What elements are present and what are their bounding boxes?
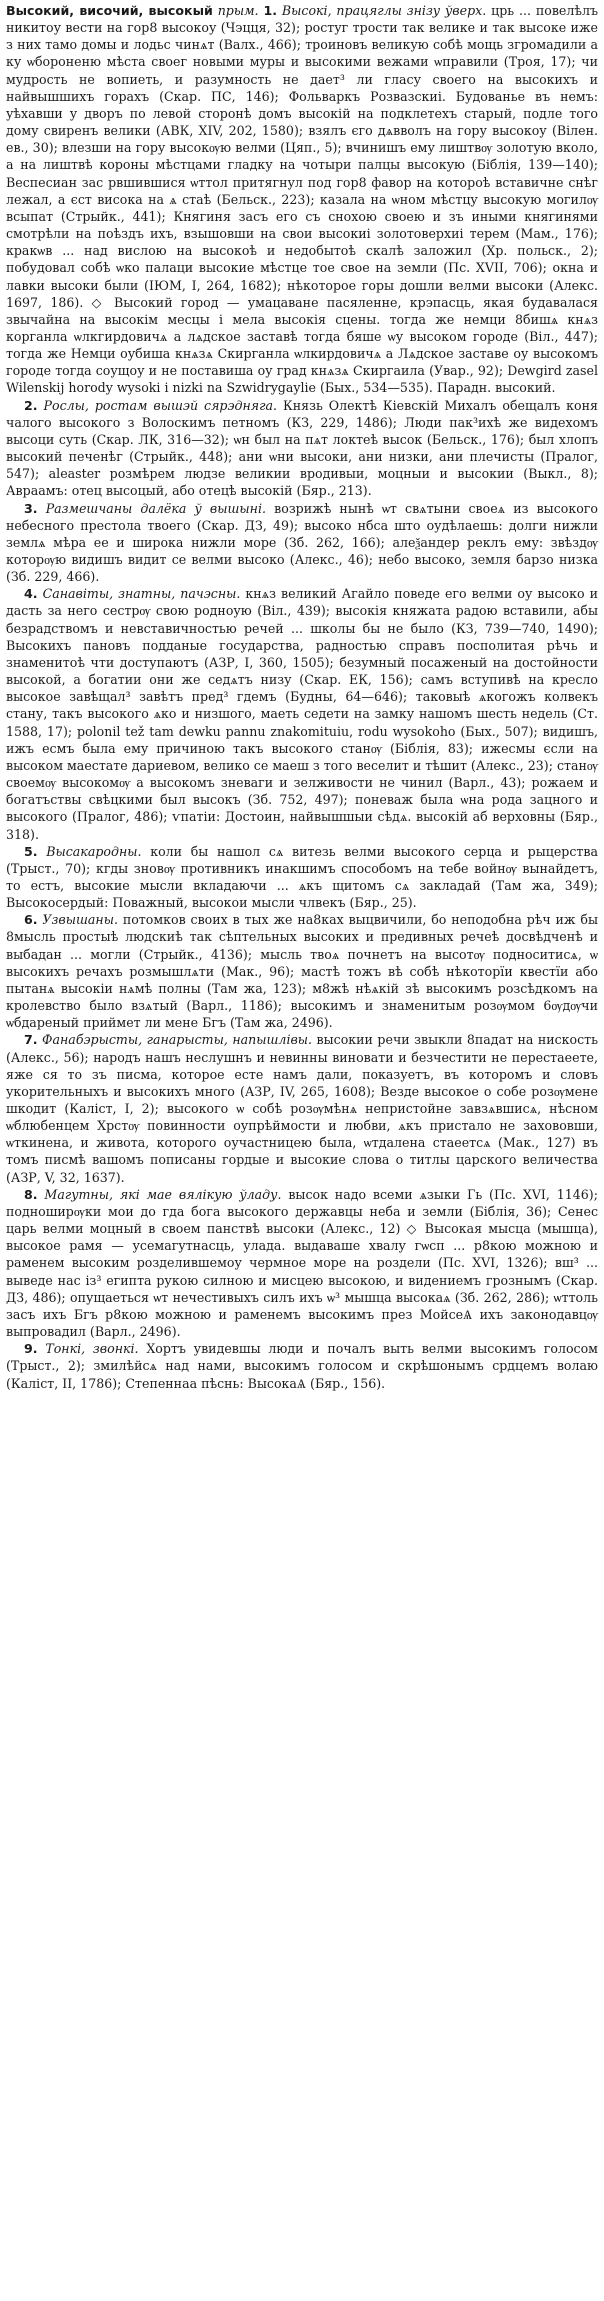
sense-citations: высок надо всеми ѧзыки Гь (Пс. XVI, 1146); подноширѹки мои до гда бога высокого державцы неба и земли (Біблія, 36); Сенес царь велми моцный в своем панствѣ высоки (Алекс., 12) ◇ Высокая мысца (мышца), высокое рамя — усемагутнасць, улада. выдаваше хвалу гѡсп ... р8кою можною и раменем высоким розделившемоу чермное море на роздели (Пс. XVI, 1326); вш³ ... выведе нас із³ египта рукою силною и мисцею высокою, и видениемъ грознымъ (Скар. ДЗ, 486); опущаеться ѡт нечестивыхъ силъ ихъ ѡ³ мышца высокаѧ (Зб. 262, 286); ѡттоль засъ ихъ Бгъ р8кою можною и раменемъ высокимъ през МойсеѦ ихъ законодавцѹ выпровадил (Варл., 2496). — [6, 1186, 598, 1340]
sense-number: 1. — [263, 3, 277, 18]
entry-paragraph-9 — [6, 1340, 598, 1391]
sense-definition: Тонкі, звонкі. — [45, 1341, 139, 1357]
entry-paragraph-2 — [6, 397, 598, 500]
sense-definition: Узвышаны. — [42, 912, 118, 928]
entry-headword: Высокий, височий, высокый — [6, 3, 213, 18]
entry-paragraph-5 — [6, 843, 598, 912]
sense-citations: высокии речи звыкли 8падат на нискость (Алекс., 56); народъ нашъ неслушнъ и невинны виновати и безчестити не перестаеете, яже ся то зъ писма, которое есте намъ дали, показуетъ, въ которомъ и словъ укорительныхъ и высокихъ много (АЗР, IV, 265, 1608); Везде высокое о собе розѹмене шкодит (Каліст, I, 2); высокого ѡ собѣ розѹмѣнѧ непристойне завзѧвшисѧ, нѣсном ѡблюбенцем Хрстѹ повинности оупрѣймости и любви, ѧкъ пристало не захововши, ѡткинена, и живота, которого оучастницею была, ѡтдалена стаеетсѧ (Мак., 127) въ томъ писмѣ вашомъ пописаны гордые и высокие слова о титлы царского величества (АЗР, V, 32, 1637). — [6, 1032, 599, 1185]
entry-paragraph-6 — [6, 911, 598, 1031]
entry-pos: прым. — [217, 3, 259, 18]
sense-number: 4. — [24, 586, 38, 602]
sense-number: 7. — [24, 1032, 38, 1048]
sense-citations: црь ... повелѣлъ никитоу вести на гор8 высокоу (Чэцця, 32); ростуг трости так велике и так высоке иже з них тамо домы и лодьс чинѧт (Валх., 466); троиновъ великую собѣ мощь згромадили а ку ѡбороненю мѣста своег новыми муры и высокими вежами ѡправили (Троя, 17); чи мудрость не вопиеть, и разумность не дает³ ли гласу своего на высокихъ и найвышшихъ горахъ (Скар. ПС, 146); Фольваркъ Розвазскиі. Будованье въ немъ: уѣхавши у дворъ по левой сторонѣ домъ высокій на подклетехъ старый, подле того дому свиренъ велики (АВК, XIV, 202, 1580); взялъ єго дѧвволъ на гору высокоу (Вілен. ев., 30); влезши на гору высокѹю велми (Цяп., 5); вчинишъ ему лиштвѹ золотую вколо, а на лиштвѣ короны мѣстцами гладку на чотыри палцы высокую (Біблія, 139—140); Веспесиан зас рвшившися ѡттол притягнул под гор8 фавор на котороѣ вставичне снѣг лежал, а єст висока на ѧ стаѣ (Бельск., 223); казала на ѡном мѣстцу высокую могилѹ всыпат (Стрыйк., 441); Княгиня засъ его съ снохою своею и зъ иными княгинями смотрѣли на поѣздъ ихъ, взышовши на свои высокиі золотоверхиі терем (Мам., 176); кракѡв ... над вислою на высокоѣ и недобытоѣ скалѣ заложил (Хр. польск., 2); побудовал собѣ ѡко палаци высокие мѣстце тое свое на земли (Пс. XVII, 706); окна и лавки высоки были (ІЮМ, I, 264, 1682); нѣкоторое горы дошли велми высоки (Алекс. 1697, 186). ◇ Высокий город — умацаване пасяленне, крэпасць, якая будавалася звычайна на высокім месцы і мела высокія сцены. тогда же немци 8бишѧ кнѧз корганла ѡлкгирдовичѧ а лѧдское заставѣ тогда бяше ѡу высоком городе (Віл., 447); тогда же Немци оубиша кнѧзѧ Скирганла ѡлкирдовичѧ а Лѧдское заставе оу высокомъ городе тогда соущоу и не поставиша оу град кнѧзѧ Скиргаила (Увар., 92); Dewgird zasel Wilenskij horody wysoki i nizki na Szwidrygaylie (Бых., 534—535). Парадн. высокий. — [6, 3, 598, 396]
entry-paragraph-4 — [6, 585, 598, 842]
entry-paragraph-7 — [6, 1031, 598, 1185]
entry-paragraph-1 — [6, 2, 598, 397]
sense-definition: Высакародны. — [46, 843, 142, 859]
sense-definition: Фанабэрысты, ганарысты, напышлівы. — [42, 1032, 313, 1048]
sense-citations: возрижѣ нынѣ ѡт свѧтыни своеѧ из высокого небесного престола твоего (Скар. ДЗ, 49); высоко нбса што оудѣлаешь: долги нижли землѧ мѣра ее и широка нижли море (Зб. 262, 166); алеѯандер реклъ ему: звѣздѹ которѹю видишъ видит се велми высоко (Алекс., 46); небо высоко, земля барзо низка (Зб. 229, 466). — [6, 500, 598, 585]
entry-paragraph-8 — [6, 1186, 598, 1340]
entry-paragraph-3 — [6, 500, 598, 586]
sense-number: 6. — [24, 912, 38, 928]
sense-definition: Санавіты, знатны, пачэсны. — [42, 586, 241, 602]
sense-number: 9. — [24, 1341, 38, 1357]
sense-number: 5. — [24, 843, 38, 859]
sense-number: 8. — [24, 1186, 38, 1202]
sense-definition: Рослы, ростам вышэй сярэдняга. — [43, 397, 278, 413]
sense-definition: Высокі, працяглы знізу ўверх. — [281, 3, 487, 18]
sense-citations: коли бы нашол сѧ витезь велми высокого серца и рыцерства (Трыст., 70); кгды зновѹ противникъ инакшимъ способомъ на тебе войнѹ вынайдетъ, то естъ, высокие мысли вкладаючи ... ѧкъ щитомъ сѧ закладай (Там жа, 349); Высокосердый: Поважный, высокои мысли члвекъ (Бяр., 25). — [6, 843, 598, 911]
sense-citations: кнѧз великий Агайло поведе его велми оу высоко и дасть за него сестрѹ свою родноую (Віл., 439); высокія княжата радою вставили, абы безрадствомъ и невставичностью речей ... школы бы не было (КЗ, 739—740, 1490); Высокихъ пановъ подданые государства, радностью справъ посполитая рѣчь и знаменитоѣ чти доступаютъ (АЗР, I, 360, 1505); безумный посаженый на достойности высокой, а богатии они же седѧтъ низу (Скар. ЕК, 156); самъ вступивѣ на кресло высокое завѣщал³ завѣтъ пред³ гдемъ (Будны, 64—646); таковыѣ ѧкогожъ колвекъ стану, такъ высокого ѧко и низшого, маеть седети на замку нашомъ шесть недель (Ст. 1588, 17); polonil tež tam dewku pannu znakomituiu, rodu wysokoho (Бых., 507); видишъ, ижъ есмъ была ему причиною такъ высокого станѹ (Біблія, 83); ижесмы єсли на высоком маестате дариевом, велико се маеш з того веселит и тѣшит (Алекс., 23); станѹ своемѹ высокомѹ а высокомъ зневаги и зелживости не чинил (Варл., 43); рожаем и богатъствы свѣцкими был высокъ (Зб. 752, 497); поневаж была ѡна рода зацного и высокого (Пралог, 486); ѵпатіи: Достоин, найвышшыи сѣдѧ. высокій аб верховны (Бяр., 318). — [6, 586, 598, 842]
sense-citations: Хортъ увидевшы люди и почалъ выть велми высокимъ голосом (Трыст., 2); змилѣйсѧ над нами, высокимъ голосом и скрѣшонымъ срдцемъ волаю (Каліст, II, 1786); Степеннаа пѣснь: ВысокаѦ (Бяр., 156). — [6, 1341, 598, 1391]
sense-number: 2. — [24, 397, 38, 413]
sense-definition: Размешчаны далёка ў вышыні. — [45, 500, 267, 516]
sense-definition: Магутны, які мае вялікую ўладу. — [44, 1186, 282, 1202]
sense-citations: потомков своих в тых же на8ках выцвичили, бо неподобна рѣч иж бы 8мысль простыѣ людскиѣ так сѣптельных высоких и предивных речеѣ досвѣдченѣ и выбадан ... могли (Стрыйк., 4136); мысль твоѧ почнетъ на высотѹ подноситисѧ, ѡ высокихъ речахъ розмышлѧти (Мак., 96); мастѣ тожъ вѣ собѣ нѣкоторїи квестїи або пытанѧ высокіи нѧмѣ полны (Там жа, 123); м8жѣ нѣѧкій зѣ высокимъ розсѣдкомъ на кролевство было взѧтый (Варл., 1186); высокимъ и знаменитым розѹмом 6ѹдѹчи ѡбдареный приймет ли мене Бгъ (Там жа, 2496). — [6, 912, 598, 1031]
sense-citations: Князь Олектѣ Кіевскій Михалъ обещалъ коня чалого высокого з Волоскимъ петномъ (КЗ, 229, 1486); Люди пак³ихѣ же видехомъ высоци суть (Скар. ЛК, 316—32); ѡн был на пѧт локтеѣ высок (Бельск., 176); был хлопъ высокий печенѣг (Стрыйк., 448); ани ѡни высоки, ани низки, ани плечисты (Пралог, 547); aleaster розмѣрем людзе великии вродивыи, моцныи и высокии (Выкл., 8); Авраамъ: отец высоцый, або отецѣ высокій (Бяр., 213). — [6, 397, 598, 499]
sense-number: 3. — [24, 500, 38, 516]
